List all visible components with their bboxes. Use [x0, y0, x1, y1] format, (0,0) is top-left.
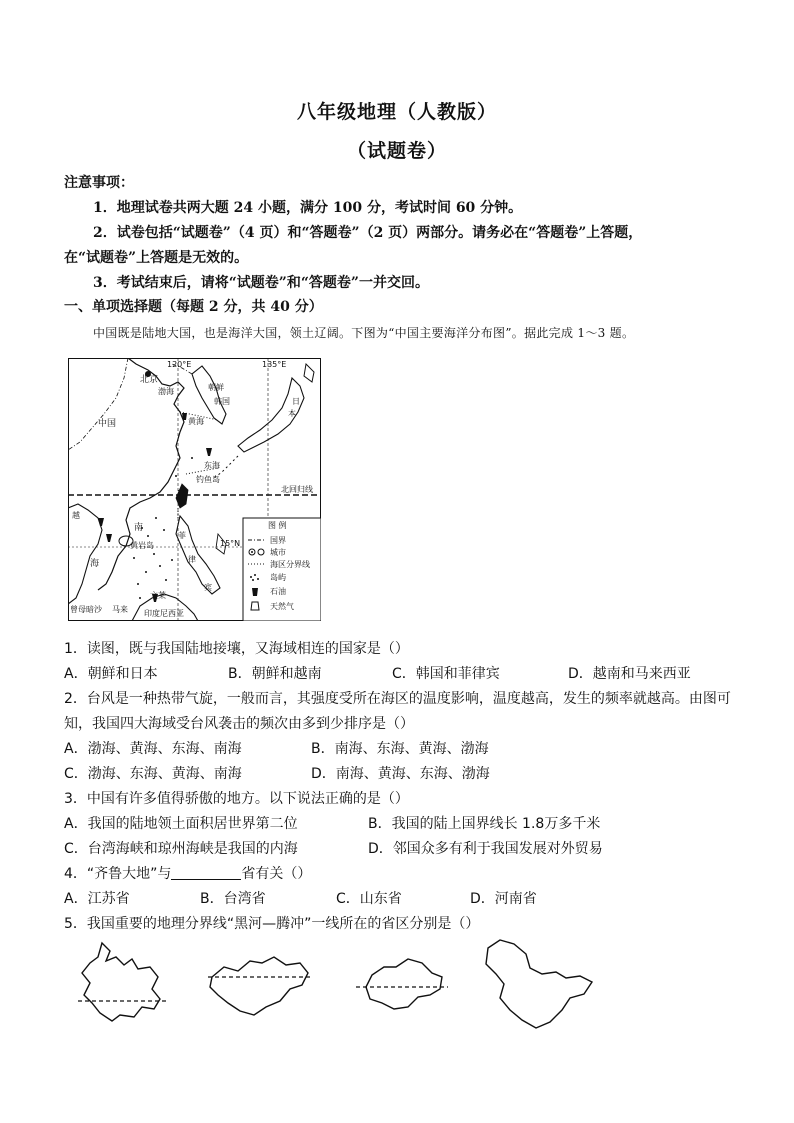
question-4-stem	[64, 864, 311, 884]
page-title: 八年级地理（人教版）	[296, 101, 497, 123]
label-15n: 15°N	[220, 539, 241, 548]
china-seas-map	[68, 358, 321, 621]
label-nan-sea-2: 海	[90, 559, 100, 569]
label-bin: 宾	[204, 583, 212, 592]
notes-heading: 注意事项：	[64, 175, 134, 191]
label-fei: 菲	[178, 531, 186, 540]
label-zengmu: 曾母暗沙	[70, 605, 102, 614]
label-nan-sea-1: 南	[134, 523, 144, 533]
legend-title: 图 例	[268, 521, 287, 530]
label-beijing: 北京	[140, 375, 159, 385]
note-item-1: 1．地理试卷共两大题 24 小题，满分 100 分，考试时间 60 分钟。	[93, 200, 523, 216]
q3-option-a: A．我国的陆地领土面积居世界第二位	[64, 816, 298, 832]
q3-option-c: C．台湾海峡和琼州海峡是我国的内海	[64, 841, 298, 857]
province-shape-a	[72, 937, 172, 1027]
label-yindu: 印度尼西亚	[144, 609, 184, 618]
q1-option-b: B．朝鲜和越南	[228, 666, 322, 682]
label-donghai: 东海	[204, 461, 220, 470]
legend-city: 城市	[270, 548, 286, 557]
q4-option-c: C．山东省	[336, 891, 402, 907]
note-item-3: 3．考试结束后，请将“试题卷”和“答题卷”一并交回。	[93, 275, 429, 291]
page-subtitle: （试题卷）	[346, 140, 447, 162]
province-shape-b	[204, 937, 314, 1027]
label-135e: 135°E	[262, 360, 287, 369]
legend-oil: 石油	[270, 587, 286, 596]
province-shape-c	[352, 937, 452, 1027]
q3-option-b: B．我国的陆上国界线长 1.8万多千米	[368, 816, 601, 832]
label-china: 中国	[98, 419, 117, 429]
province-shape-d	[470, 934, 600, 1034]
label-malai: 马来	[112, 605, 128, 614]
label-chaoxian: 朝鲜	[208, 383, 224, 392]
label-ri: 日	[292, 397, 300, 406]
legend-island: 岛屿	[270, 573, 286, 582]
legend-sea-boundary: 海区分界线	[270, 560, 310, 569]
question-1-stem: 1．读图，既与我国陆地接壤，又海域相连的国家是（）	[64, 641, 409, 657]
label-ben: 本	[288, 409, 296, 418]
note-item-2-cont: 在“试题卷”上答题是无效的。	[64, 250, 249, 266]
q1-option-a: A．朝鲜和日本	[64, 666, 158, 682]
label-hanguo: 韩国	[214, 397, 230, 406]
legend-border: 国界	[270, 536, 286, 545]
label-yue: 越	[72, 511, 80, 520]
label-wenlai: 文莱	[150, 591, 166, 600]
question-2-stem-line1: 2．台风是一种热带气旋，一般而言，其强度受所在海区的温度影响，温度越高，发生的频率就越高。由图可	[64, 691, 731, 707]
label-tropic: 北回归线	[281, 485, 313, 494]
question-3-stem: 3．中国有许多值得骄傲的地方。以下说法正确的是（）	[64, 791, 409, 807]
q2-option-b: B．南海、东海、黄海、渤海	[311, 741, 489, 757]
q4-option-b: B．台湾省	[200, 891, 266, 907]
note-item-2: 2．试卷包括“试题卷”（4 页）和“答题卷”（2 页）两部分。请务必在“答题卷”上答题，	[93, 225, 643, 241]
q4-stem-after: 省有关（）	[241, 866, 312, 882]
q2-option-a: A．渤海、黄海、东海、南海	[64, 741, 242, 757]
q4-stem-before: 4．“齐鲁大地”与	[64, 866, 172, 882]
label-bohai: 渤海	[158, 387, 174, 396]
q2-option-d: D．南海、黄海、东海、渤海	[311, 766, 490, 782]
q1-option-c: C．韩国和菲律宾	[392, 666, 500, 682]
section-heading: 一、单项选择题（每题 2 分，共 40 分）	[64, 299, 323, 315]
question-2-stem-line2: 知，我国四大海域受台风袭击的频次由多到少排序是（）	[64, 716, 414, 732]
question-5-stem: 5．我国重要的地理分界线“黑河—腾冲”一线所在的省区分别是（）	[64, 916, 480, 932]
legend-oil-swatch	[252, 588, 258, 596]
q4-option-d: D．河南省	[470, 891, 537, 907]
label-lv: 律	[188, 555, 196, 564]
q4-option-a: A．江苏省	[64, 891, 130, 907]
q4-answer-blank	[171, 865, 241, 880]
label-diaoyudao: 钓鱼岛	[196, 475, 220, 484]
q1-option-d: D．越南和马来西亚	[568, 666, 691, 682]
section-intro: 中国既是陆地大国，也是海洋大国，领土辽阔。下图为“中国主要海洋分布图”。据此完成 1～3 题。	[93, 326, 635, 340]
label-huanghai: 黄海	[188, 417, 204, 426]
q3-option-d: D．邻国众多有利于我国发展对外贸易	[368, 841, 603, 857]
q2-option-c: C．渤海、东海、黄海、南海	[64, 766, 242, 782]
label-120e: 120°E	[167, 360, 192, 369]
legend-gas: 天然气	[270, 602, 294, 611]
label-huangyandao: 黄岩岛	[130, 541, 154, 550]
